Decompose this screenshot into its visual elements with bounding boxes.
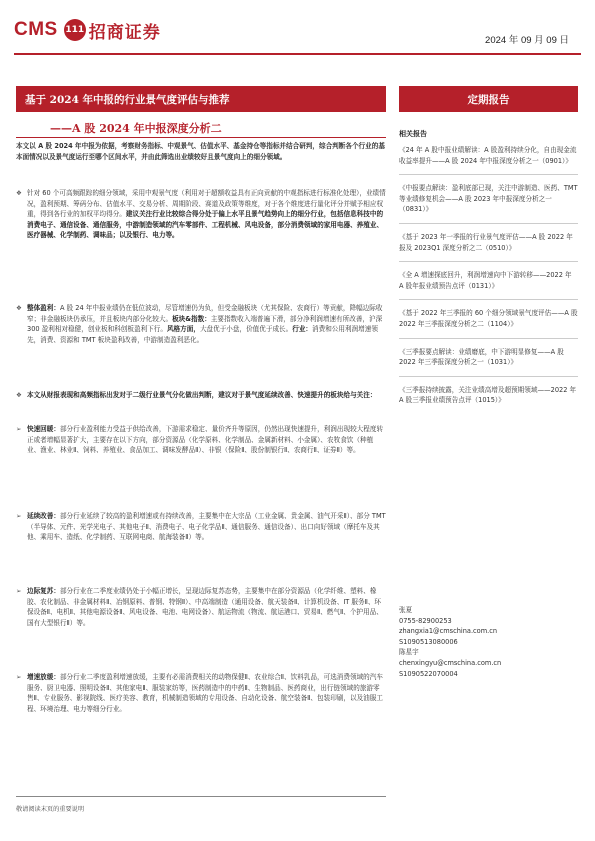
paragraph-text: 部分行业延续了较高的盈利增速或有持续改善，主要集中在大宗品（工业金属、贵金属、油气开采Ⅱ）、部分 TMT（半导体、元件、光学光电子、其他电子Ⅱ、消费电子、电子化学品Ⅱ、通信服务、通信设备）、出口向好领域（摩托车及其他、乘用车、造纸、化学制药、互联网电商、航海装备Ⅱ）等。 (27, 512, 386, 542)
paragraph-text: 大盘优于小盘，价值优于成长。 (199, 325, 293, 334)
paragraph-body (27, 511, 386, 543)
related-report-link[interactable]: 《全 A 增速探底回升，利润增速向中下游转移——2022 年 A 股年报业绩预告点评（0131）》 (399, 271, 572, 290)
paragraph-text: A 股 24 年中报业绩仍在低位波动，尽管增速仍为负，但受金融板块（尤其保险、农商行）等贡献，降幅边际收窄；非金融板块仍承压，并且板块内部分化较大。 (27, 304, 383, 323)
paragraph-lead: 整体盈利： (27, 304, 60, 312)
paragraph-text: 部分行业盈利能力受益于供给改善，下游需求稳定、量价齐升等原因，仍然出现快速提升，利润出现较大程度转正或者增幅显著扩大，主要存在以下方向，部分资源品（化学原料、化学制品、金属新材料、小金属）、农牧食饮（种植业、渔业、林业Ⅱ、饲料、养殖业、食品加工、调味发酵品Ⅱ）、非银（保险Ⅱ、股份制银行Ⅱ、农商行Ⅱ、证券Ⅱ）等。 (27, 425, 384, 455)
logo-seal-icon: 111 (64, 19, 86, 41)
paragraph-text: 部分行业在二季度业绩仍处于小幅正增长，呈现边际复苏态势，主要集中在部分资源品（化学纤维、塑料、橡胶、农化制品、非金属材料Ⅱ、冶钢原料、普钢、特钢Ⅱ）、中高端制造（通用设备、航天装备Ⅱ、计算机设备、IT 服务Ⅱ、环保设备Ⅱ、电机Ⅱ、其他电源设备Ⅱ、风电设备、电池、电网设备）、航运物流（物流、航运港口、贸易Ⅱ、燃气Ⅱ、个护用品、国有大型银行Ⅱ）等。 (27, 587, 383, 627)
paragraph-body (27, 586, 386, 628)
paragraph-body (27, 672, 386, 714)
related-report-link[interactable]: 《基于 2023 年一季报的行业景气度评估——A 股 2022 年报及 2023Q1 深度分析之二（0510）》 (399, 232, 573, 252)
paragraph-2 (16, 303, 386, 345)
bullet-icon: ❖ (16, 304, 22, 312)
analyst-phone: 0755-82900253 (399, 616, 452, 625)
paragraph-3 (16, 390, 386, 401)
analyst-license: S1090522070004 (399, 669, 458, 678)
paragraph-7 (16, 672, 386, 714)
paragraph-body (27, 424, 386, 456)
analyst-email[interactable]: zhangxia1@cmschina.com.cn (399, 627, 498, 636)
bullet-icon: ❖ (16, 391, 22, 399)
paragraph-body (27, 390, 386, 401)
sidebar (399, 120, 578, 414)
footer-divider (16, 796, 386, 797)
logo-chinese-name: 招商证券 (88, 22, 161, 43)
company-logo (14, 18, 161, 42)
analyst-name: 张夏 (399, 606, 413, 614)
paragraph-lead: 板块&指数： (172, 314, 211, 323)
paragraph-emphasis: 本文从财报表现和高频指标出发对于二级行业景气分化做出判断，建议对于景气度延续改善、快速提升的板块给与关注： (27, 391, 377, 399)
arrow-bullet-icon: ➢ (16, 425, 22, 433)
paragraph-5 (16, 511, 386, 543)
report-date: 2024 年 09 月 09 日 (485, 35, 569, 46)
related-report-link[interactable]: 《基于 2022 年三季报的 60 个细分领域景气度评估——A 股 2022 年三季报深度分析之二（1104）》 (399, 309, 578, 328)
paragraph-text: 针对 60 个可高频跟踪的细分领域，采用中观景气度（利用对于超额收益具有正向贡献的中观指标进行标准化处理），业绩情况，盈利预期、筹码分布、估值水平、交易分析、周期阶段、赛道及政策等维度，对于各个维度进行量化评分并赋予相应权重，得到各行业的加权平均得分。 (27, 189, 386, 219)
paragraph-text: 消费和公用利润增速领先，消费、资源和 TMT 板块盈利改善，中游制造盈利恶化。 (27, 325, 378, 344)
related-report-link[interactable]: 《三季报持续披露，关注业绩高增及超预期领域——2022 年 A 股三季报业绩预告点评（1015）》 (399, 385, 577, 405)
paragraph-4 (16, 424, 386, 456)
divider (399, 338, 578, 339)
paragraph-text: 部分行业二季度盈利增速放缓，主要有必需消费相关的动物保健Ⅱ、农业综合Ⅱ、饮料乳品，可选消费领域的汽车服务、厨卫电器、照明设备Ⅱ、其他家电Ⅱ、服装家纺等，医药制造中的中药Ⅱ、生物制品、医药商业，出行链领域的旅游零售Ⅱ、专业服务、影视院线、医疗美容、教育，机械制造领域的专用设备、自动化设备、航空装备Ⅱ、包装印刷，以及油服工程、环境治理、电力等细分行业。 (27, 673, 383, 713)
paragraph-body (27, 303, 386, 345)
divider (399, 376, 578, 377)
paragraph-emphasis: 建议关注行业比较综合得分处于偏上水平且景气趋势向上的细分行业，包括信息科技中的消费电子、通信设备、通信服务，中游制造领域的汽车零部件、工程机械、风电设备，部分消费领域的家用电器、养殖业、医疗器械、化学制药、调味品；以及银行、电力等。 (27, 210, 384, 240)
arrow-bullet-icon: ➢ (16, 512, 22, 520)
paragraph-lead: 延续改善： (27, 512, 60, 520)
paragraph-lead: 风格方面， (166, 325, 200, 334)
related-report-link[interactable]: 《24 年 A 股中报业绩解读：A 股盈利持续分化，自由现金流收益率提升——A 股 2024 年中报深度分析之一（0901）》 (399, 146, 577, 165)
arrow-bullet-icon: ➢ (16, 673, 22, 681)
arrow-bullet-icon: ➢ (16, 587, 22, 595)
bullet-icon: ❖ (16, 189, 22, 197)
analyst-contacts (399, 605, 578, 679)
divider (399, 223, 578, 224)
subtitle-divider (16, 137, 386, 138)
related-reports-heading: 相关报告 (399, 130, 427, 138)
analyst-license: S1090513080006 (399, 637, 458, 646)
divider (399, 174, 578, 175)
divider (399, 299, 578, 300)
report-title: 基于 2024 年中报的行业景气度评估与推荐 (16, 86, 386, 112)
report-subtitle: ——A 股 2024 年中报深度分析二 (50, 122, 222, 135)
disclaimer-notice: 敬请阅读末页的重要说明 (16, 806, 85, 813)
header-divider (14, 53, 581, 55)
analyst-email[interactable]: chenxingyu@cmschina.com.cn (399, 658, 502, 667)
abstract-text: 本文以 A 股 2024 年中报为依据，考察财务指标、中观景气、估值水平、基金持仓等指标并结合研判，综合判断各个行业的基本面情况以及景气度运行至哪个区间水平，并由此筛选出业绩较好且景气度向上的细分领域。 (16, 142, 385, 161)
paragraph-lead: 行业： (292, 325, 313, 334)
related-report-link[interactable]: 《中报要点解读：盈利底部已现，关注中游制造、医药、TMT 等业绩修复机会——A 股 2023 年中报深度分析之一（0831）》 (399, 184, 578, 214)
logo-wordmark: CMS (14, 19, 58, 40)
paragraph-lead: 边际复苏： (27, 587, 60, 595)
paragraph-lead: 增速放缓： (27, 673, 60, 681)
paragraph-1 (16, 188, 386, 241)
related-report-link[interactable]: 《三季报要点解读：业绩磨底，中下游明显修复——A 股 2022 年三季报深度分析之一（1031）》 (399, 347, 564, 367)
paragraph-6 (16, 586, 386, 628)
report-type-badge: 定期报告 (399, 86, 578, 112)
divider (399, 261, 578, 262)
paragraph-lead: 快速回暖： (27, 425, 60, 433)
analyst-name: 陈星宇 (399, 648, 419, 657)
paragraph-text: 主要指数收入端普遍下滑，部分净利润增速有所改善，沪深 300 盈利相对稳健，创业板和科创板盈利下行。 (27, 314, 383, 334)
paragraph-body (27, 188, 386, 241)
